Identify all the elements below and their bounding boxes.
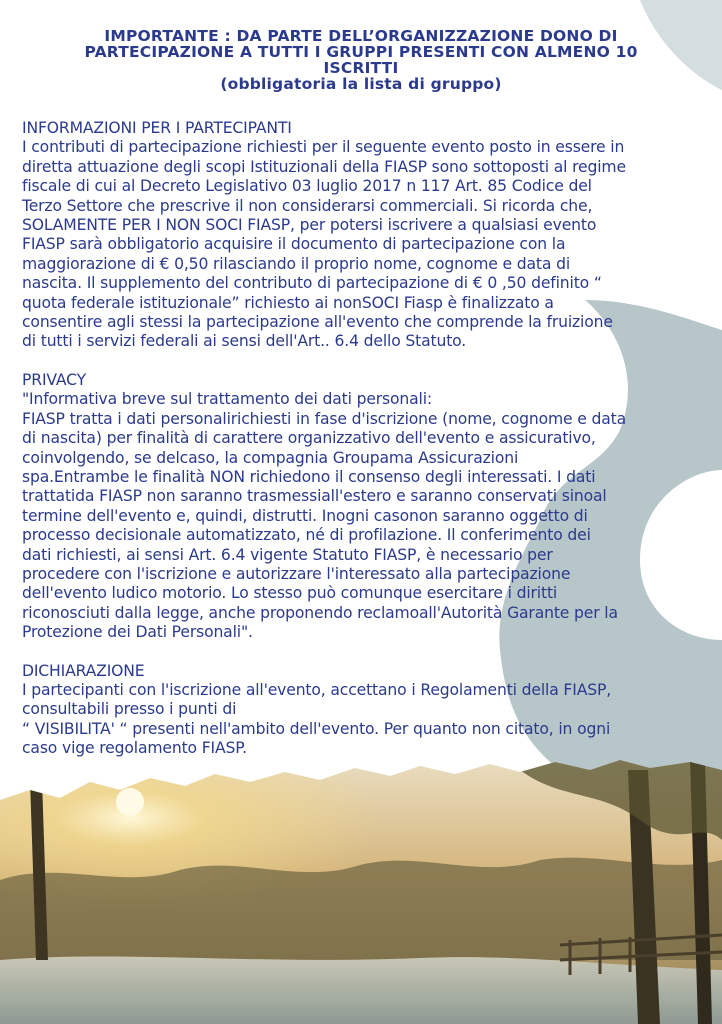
privacy-body: "Informativa breve sul trattamento dei dati personali: FIASP tratta i dati personalirichiesti in fase d'iscrizione (nome, cognome e data di nascita) per finalità di carattere organizzativo dell'evento e assicurativo, coinvolgendo, se delcaso, la compagnia Groupama Assicurazioni spa.Entrambe le finalità NON richiedono il consenso degli interessati. I dati trattatida FIASP non saranno trasmessiall'estero e saranno conservati sinoal termine dell'evento e, quindi, distrutti. Inogni casonon saranno oggetto di processo decisionale automatizzato, né di profilazione. Il conferimento dei dati richiesti, ai sensi Art. 6.4 vigente Statuto FIASP, è necessario per procedere con l'iscrizione e autorizzare l'interessato alla partecipazione dell'evento ludico motorio. Lo stesso può comunque esercitare i diritti riconosciuti dalla legge, anche proponendo reclamoall'Autorità Garante per la Protezione dei Dati Personali". xyxy=(22,390,627,642)
sun xyxy=(116,788,144,816)
text-sections xyxy=(22,119,712,759)
dichiarazione-body: I partecipanti con l'iscrizione all'evento, accettano i Regolamenti della FIASP, consultabili presso i punti di “ VISIBILITA' “ presenti nell'ambito dell'evento. Per quanto non citato, in ogni caso vige regolamento FIASP. xyxy=(22,680,612,758)
notice-line-3: ISCRITTI xyxy=(323,59,399,77)
landscape-photo xyxy=(0,760,722,1024)
river xyxy=(0,956,722,1024)
info-title: INFORMAZIONI PER I PARTECIPANTI xyxy=(22,119,292,137)
dichiarazione-title: DICHIARAZIONE xyxy=(22,661,145,680)
notice-line-2: PARTECIPAZIONE A TUTTI I GRUPPI PRESENTI CON ALMENO 10 xyxy=(84,43,638,61)
notice-line-4: (obbligatoria la lista di gruppo) xyxy=(220,75,502,93)
important-notice xyxy=(30,28,692,92)
notice-line-1: IMPORTANTE : DA PARTE DELL’ORGANIZZAZIONE DONO DI xyxy=(104,27,618,45)
privacy-title: PRIVACY xyxy=(22,370,86,389)
info-body: I contributi di partecipazione richiesti per il seguente evento posto in essere in diretta attuazione degli scopi Istituzionali della FIASP sono sottoposti al regime fiscale di cui al Decreto Legislativo 03 luglio 2017 n 117 Art. 85 Codice del Terzo Settore che prescrive il non considerarsi commerciali. Si ricorda che, SOLAMENTE PER I NON SOCI FIASP, per potersi iscrivere a qualsiasi evento FIASP sarà obbligatorio acquisire il documento di partecipazione con la maggiorazione di € 0,50 rilasciando il proprio nome, cognome e data di nascita. Il supplemento del contributo di partecipazione di € 0 ,50 definito “ quota federale istituzionale” richiesto ai nonSOCI Fiasp è finalizzato a consentire agli stessi la partecipazione all'evento che comprende la fruizione di tutti i servizi federali ai sensi dell'Art.. 6.4 dello Statuto. xyxy=(22,138,626,351)
